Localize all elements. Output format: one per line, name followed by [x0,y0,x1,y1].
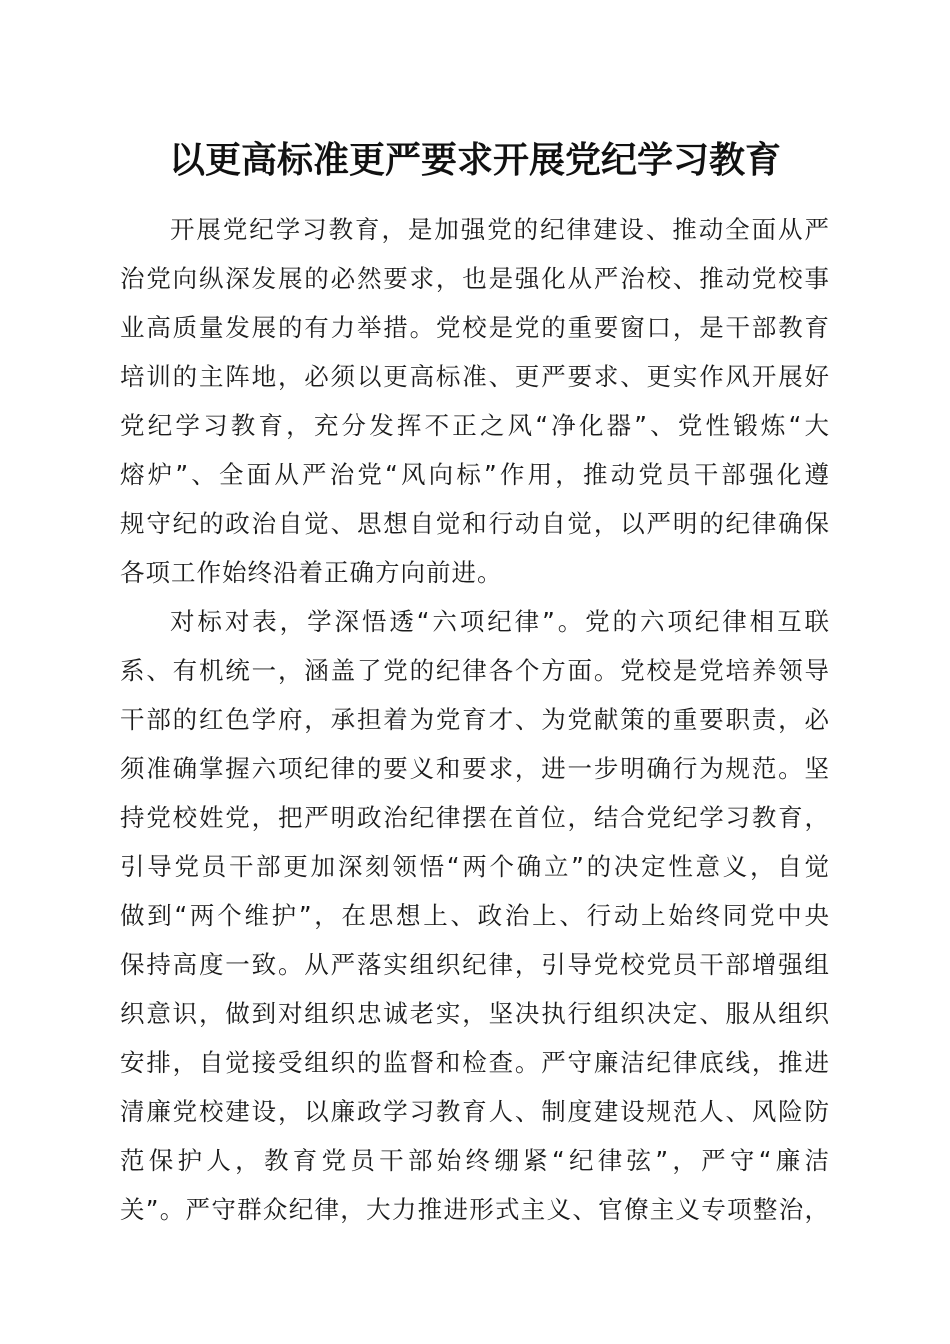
paragraph-1 [120,205,830,597]
paragraph-2-line: 安排，自觉接受组织的监督和检查。严守廉洁纪律底线，推进 [120,1048,830,1077]
paragraph-2-line: 清廉党校建设，以廉政学习教育人、制度建设规范人、风险防 [120,1097,830,1126]
paragraph-2-line: 持党校姓党，把严明政治纪律摆在首位，结合党纪学习教育， [120,803,830,832]
document-body [120,205,830,1234]
paragraph-2 [120,597,830,1234]
paragraph-2-line: 做到“两个维护”，在思想上、政治上、行动上始终同党中央 [120,901,830,930]
paragraph-2-line: 系、有机统一，涵盖了党的纪律各个方面。党校是党培养领导 [120,656,830,685]
paragraph-2-line: 引导党员干部更加深刻领悟“两个确立”的决定性意义，自觉 [120,852,830,881]
paragraph-1-line: 治党向纵深发展的必然要求，也是强化从严治校、推动党校事 [120,264,830,293]
paragraph-2-line: 范保护人，教育党员干部始终绷紧“纪律弦”，严守“廉洁 [120,1146,830,1175]
paragraph-2-line: 织意识，做到对组织忠诚老实，坚决执行组织决定、服从组织 [120,999,830,1028]
paragraph-2-line: 须准确掌握六项纪律的要义和要求，进一步明确行为规范。坚 [120,754,830,783]
paragraph-1-line: 党纪学习教育，充分发挥不正之风“净化器”、党性锻炼“大 [120,411,830,440]
paragraph-2-line: 关”。严守群众纪律，大力推进形式主义、官僚主义专项整治， [120,1195,830,1224]
paragraph-1-line: 各项工作始终沿着正确方向前进。 [120,558,503,587]
paragraph-2-line: 干部的红色学府，承担着为党育才、为党献策的重要职责，必 [120,705,830,734]
paragraph-2-line: 对标对表，学深悟透“六项纪律”。党的六项纪律相互联 [170,607,830,636]
paragraph-2-line: 保持高度一致。从严落实组织纪律，引导党校党员干部增强组 [120,950,830,979]
paragraph-1-line: 熔炉”、全面从严治党“风向标”作用，推动党员干部强化遵 [120,460,830,489]
document-title: 以更高标准更严要求开展党纪学习教育 [168,139,781,181]
paragraph-1-line: 规守纪的政治自觉、思想自觉和行动自觉，以严明的纪律确保 [120,509,830,538]
paragraph-1-line: 培训的主阵地，必须以更高标准、更严要求、更实作风开展好 [120,362,830,391]
paragraph-1-line: 业高质量发展的有力举措。党校是党的重要窗口，是干部教育 [120,313,830,342]
paragraph-1-line: 开展党纪学习教育，是加强党的纪律建设、推动全面从严 [170,215,830,244]
